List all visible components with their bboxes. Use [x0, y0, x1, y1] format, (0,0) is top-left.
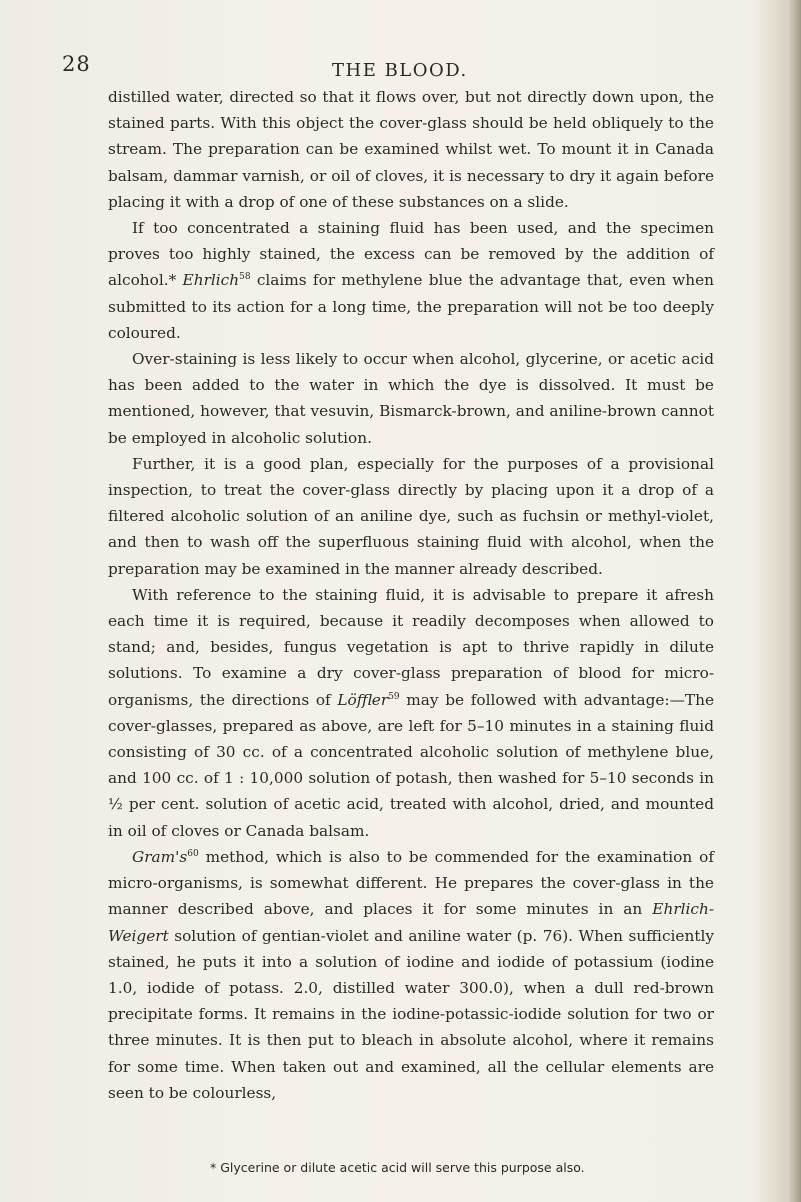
text-run: If too concentrated a staining fluid has been used, and the specimen proves too highly stained, the excess can be removed by the addition of alcohol.* [108, 219, 714, 290]
text-run: Further, it is a good plan, especially for the purposes of a provisional inspection, to treat the cover-glass directly by placing upon it a drop of a filtered alcoholic solution of an aniline dye, such as fuchsin or methyl-violet, and then to wash off the superfluous staining fluid with alcohol, when the preparation may be examined in the manner already described. [108, 454, 714, 578]
footnote: * Glycerine or dilute acetic acid will serve this purpose also. [210, 1160, 585, 1175]
paragraph [108, 844, 714, 1106]
paragraph [108, 582, 714, 844]
text-run: claims for methylene blue the advantage that, even when submitted to its action for a long time, the preparation will not be too deeply coloured. [108, 271, 714, 342]
reference-number: 58 [239, 272, 251, 283]
paragraph [108, 84, 714, 215]
running-title: THE BLOOD. [332, 60, 468, 81]
text-run: method, which is also to be commended for the examination of micro-organisms, is somewhat different. He prepares the cover-glass in the manner described above, and places it for some minutes in an [108, 847, 714, 919]
page-edge-shadow [787, 0, 801, 1202]
text-run: may be followed with advantage:—The cover-glasses, prepared as above, are left for 5–10 minutes in a staining fluid consisting of 30 cc. of a concentrated alcoholic solution of methylene blue, and 100 cc. of 1 : 10,000 solution of potash, then washed for 5–10 seconds in ½ per cent. solution of acetic acid, treated with alcohol, dried, and mounted in oil of cloves or Canada balsam. [108, 690, 714, 840]
italic-name: Löffler [337, 690, 389, 709]
paragraph [108, 346, 714, 451]
body-text [108, 84, 714, 1106]
text-run: Over-staining is less likely to occur when alcohol, glycerine, or acetic acid has been added to the water in which the dye is dissolved. It must be mentioned, however, that vesuvin, Bismarck-brown, and aniline-brown cannot be employed in alcoholic solution. [108, 350, 714, 447]
reference-number: 60 [187, 848, 199, 859]
reference-number: 59 [388, 691, 400, 702]
page-number: 28 [62, 52, 91, 76]
text-run: distilled water, directed so that it flows over, but not directly down upon, the stained parts. With this object the cover-glass should be held obliquely to the stream. The preparation can be examined whilst wet. To mount it in Canada balsam, dammar varnish, or oil of cloves, it is necessary to dry it again before placing it with a drop of one of these substances on a slide. [108, 88, 714, 211]
italic-name: Ehrlich-Weigert [108, 900, 714, 945]
text-run: With reference to the staining fluid, it is advisable to prepare it afresh each time it is required, because it readily decomposes when allowed to stand; and, besides, fungus vegetation is apt to thrive rapidly in dilute solutions. To examine a dry cover-glass preparation of blood for micro-organisms, the directions of [108, 585, 714, 709]
paragraph [108, 451, 714, 582]
italic-name: Gram's [132, 847, 188, 866]
page-header [0, 40, 801, 80]
italic-name: Ehrlich [182, 271, 240, 290]
paragraph [108, 215, 714, 346]
text-run: solution of gentian-violet and aniline water (p. 76). When sufficiently stained, he puts it into a solution of iodine and iodide of potassium (iodine 1.0, iodide of potass. 2.0, distilled water 300.0), when a dull red-brown precipitate forms. It remains in the iodine-potassic-iodide solution for two or three minutes. It is then put to bleach in absolute alcohol, where it remains for some time. When taken out and examined, all the cellular elements are seen to be colourless, [108, 926, 714, 1102]
